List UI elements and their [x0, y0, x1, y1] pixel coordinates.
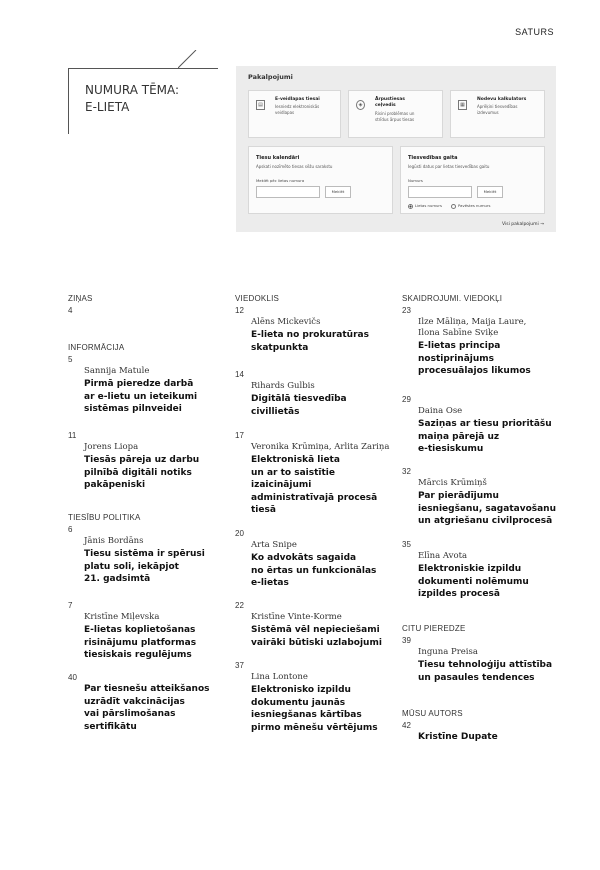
- page-number: 4: [68, 306, 73, 315]
- entry-title: Tiesu tehnoloģiju attīstība un pasaules tendences: [418, 660, 553, 683]
- entry-author: Sannija Matule: [84, 366, 150, 376]
- compass-icon: ◈: [356, 100, 365, 110]
- entry-title: E-lietas koplietošanas risinājumu platformas tiesiskais regulējums: [84, 625, 197, 660]
- page-number: 39: [402, 636, 411, 645]
- toc-entry[interactable]: [84, 612, 228, 662]
- toc-entry[interactable]: [84, 442, 228, 492]
- entry-author: Mārcis Krūmiņš: [418, 478, 487, 488]
- page-number: 35: [402, 540, 411, 549]
- toc-section: [68, 670, 228, 733]
- toc-section: [68, 428, 228, 492]
- card-out-of-court-guide[interactable]: [348, 90, 443, 138]
- entry-title: Saziņas ar tiesu prioritāšu maiņa pārejā uz e-tiesiskumu: [418, 419, 552, 454]
- entry-title: E-lieta no prokuratūras skatpunkta: [251, 330, 369, 353]
- card-title: Tiesu kalendāri: [256, 155, 300, 161]
- field-label: Meklēt pēc lietas numura: [256, 178, 305, 183]
- page-number: 32: [402, 467, 411, 476]
- toc-section: [68, 598, 228, 662]
- section-header: SATURS: [515, 27, 554, 37]
- toc-entry[interactable]: [84, 536, 228, 586]
- section-label: INFORMĀCIJA: [68, 343, 125, 352]
- toc-section: [402, 624, 572, 684]
- page-number: 40: [68, 673, 77, 682]
- theme-corner-line: [178, 50, 198, 70]
- entry-author: Jorens Liopa: [84, 442, 139, 452]
- card-title: Nodevu kalkulators: [477, 97, 527, 102]
- entry-title: Sistēmā vēl nepieciešami vairāki būtiski uzlabojumi: [251, 625, 382, 648]
- entry-author: Elīna Avota: [418, 551, 468, 561]
- services-panel: [236, 66, 556, 232]
- theme-title: [85, 82, 179, 116]
- toc-entry[interactable]: [418, 647, 572, 684]
- card-case-progress: [400, 146, 545, 214]
- page-number: 17: [235, 431, 244, 440]
- entry-author: Lina Lontone: [251, 672, 308, 682]
- entry-author: Daina Ose: [418, 406, 463, 416]
- toc-entry[interactable]: [418, 317, 572, 378]
- entry-author: Alēns Mickevičs: [251, 317, 321, 327]
- toc-entry[interactable]: [251, 540, 400, 590]
- section-label: TIESĪBU POLITIKA: [68, 513, 141, 522]
- radio-case-number[interactable]: Lietas numurs: [408, 203, 442, 209]
- entry-title: Tiesās pāreja uz darbu pilnībā digitāli notiks pakāpeniski: [84, 455, 200, 490]
- entry-title: Par pierādījumu iesniegšanu, sagatavošanu un atgriešanu civilprocesā: [418, 491, 556, 526]
- entry-title: Elektroniskā lieta un ar to saistītie izaicinājumi administratīvajā procesā tiesā: [251, 455, 378, 515]
- entry-author: Veronika Krūmiņa, Arlita Zariņa: [251, 442, 390, 452]
- section-label: VIEDOKLIS: [235, 294, 280, 303]
- toc-entry[interactable]: [84, 366, 228, 416]
- entry-author: Jānis Bordāns: [84, 536, 144, 546]
- page-number: 11: [68, 431, 77, 440]
- toc-section: [68, 343, 228, 416]
- search-button[interactable]: Meklēt: [477, 186, 503, 198]
- page-number: 37: [235, 661, 244, 670]
- page-number: 29: [402, 395, 411, 404]
- toc-entry[interactable]: [251, 381, 400, 418]
- toc-column-3: [402, 294, 572, 378]
- section-label: SKAIDROJUMI. VIEDOKĻI: [402, 294, 503, 303]
- toc-entry[interactable]: [251, 317, 400, 354]
- toc-section: [235, 658, 400, 734]
- card-subtitle: Aprēķini tiesvedības izdevumus: [477, 104, 518, 115]
- case-number-input[interactable]: [256, 186, 320, 198]
- toc-entry[interactable]: [84, 683, 228, 733]
- toc-section: [402, 537, 572, 601]
- page-number: 5: [68, 355, 73, 364]
- entry-title: Kristīne Dupate: [418, 732, 498, 742]
- entry-title: Pirmā pieredze darbā ar e-lietu un ieteikumi sistēmas pilnveidei: [84, 379, 198, 414]
- toc-section: [235, 367, 400, 418]
- toc-section: [235, 526, 400, 590]
- theme-title-line2: E-LIETA: [85, 100, 130, 114]
- page-number: 23: [402, 306, 411, 315]
- card-title: E-veidlapas tiesai: [275, 97, 320, 102]
- section-label: ZIŅAS: [68, 294, 93, 303]
- toc-column-2: [235, 294, 400, 354]
- entry-title: Elektronisko izpildu dokumentu jaunās iesniegšanas kārtības pirmo mēnešu vērtējums: [251, 685, 378, 733]
- toc-section: [235, 598, 400, 649]
- entry-title: Digitālā tiesvedība civillietās: [251, 394, 347, 417]
- toc-section: [68, 513, 228, 586]
- toc-column-1: [68, 294, 228, 315]
- card-court-calendars: [248, 146, 393, 214]
- toc-entry[interactable]: [418, 731, 572, 744]
- document-icon: ▤: [256, 100, 265, 110]
- toc-section: [402, 464, 572, 528]
- page-number: 20: [235, 529, 244, 538]
- card-fee-calculator[interactable]: [450, 90, 545, 138]
- page-number: 6: [68, 525, 73, 534]
- card-e-forms[interactable]: [248, 90, 341, 138]
- field-label: Numurs: [408, 178, 423, 183]
- toc-entry[interactable]: [251, 442, 400, 517]
- card-subtitle: Risini problēmas un strīdus ārpus tiesas: [375, 111, 415, 122]
- toc-entry[interactable]: [251, 672, 400, 734]
- card-title: Ārpustiesas ceļvedis: [375, 97, 405, 108]
- entry-title: Par tiesnešu atteikšanos uzrādīt vakcinācijas vai pārslimošanas sertifikātu: [84, 684, 210, 732]
- page-number: 22: [235, 601, 244, 610]
- panel-title: Pakalpojumi: [248, 73, 293, 81]
- entry-title: E-lietas principa nostiprinājums procesuālajos likumos: [418, 341, 531, 376]
- entry-author: Rihards Gulbis: [251, 381, 315, 391]
- section-label: MŪSU AUTORS: [402, 709, 463, 718]
- toc-entry[interactable]: [418, 406, 572, 456]
- entry-author: Ilze Māliņa, Maija Laure, Ilona Sabīne Sviķe: [418, 317, 527, 338]
- card-subtitle: Iesniedz elektroniskās veidlapas: [275, 104, 320, 115]
- entry-title: Elektroniskie izpildu dokumenti nolēmumu izpildes procesā: [418, 564, 529, 599]
- toc-section: [402, 709, 572, 744]
- calculator-icon: ▦: [458, 100, 467, 110]
- radio-summons-number[interactable]: Pavēstes numurs: [451, 203, 490, 209]
- page-number: 7: [68, 601, 73, 610]
- entry-author: Arta Snipe: [251, 540, 297, 550]
- page-number: 42: [402, 721, 411, 730]
- toc-section: [402, 392, 572, 456]
- card-subtitle: Apskati nozīmēto tiesas sēžu sarakstu: [256, 164, 333, 169]
- toc-entry[interactable]: [418, 478, 572, 528]
- entry-author: Kristīne Vinte-Korme: [251, 612, 342, 622]
- card-subtitle: Iegūsti datus par lietas tiesvedības gaitu: [408, 164, 490, 169]
- entry-author: Kristīne Miļevska: [84, 612, 160, 622]
- page-number: 14: [235, 370, 244, 379]
- card-title: Tiesvedības gaita: [408, 155, 458, 161]
- search-button[interactable]: Meklēt: [325, 186, 351, 198]
- entry-title: Ko advokāts sagaida no ērtas un funkcionālas e-lietas: [251, 553, 377, 588]
- theme-title-line1: NUMURA TĒMA:: [85, 83, 180, 97]
- entry-author: Inguna Preisa: [418, 647, 478, 657]
- entry-title: Tiesu sistēma ir spērusi platu soli, iekāpjot 21. gadsimtā: [84, 549, 205, 584]
- section-label: CITU PIEREDZE: [402, 624, 466, 633]
- all-services-link[interactable]: Visi pakalpojumi →: [502, 222, 544, 227]
- page-number: 12: [235, 306, 244, 315]
- toc-section: [235, 428, 400, 517]
- number-input[interactable]: [408, 186, 472, 198]
- toc-entry[interactable]: [251, 612, 400, 649]
- toc-entry[interactable]: [418, 551, 572, 601]
